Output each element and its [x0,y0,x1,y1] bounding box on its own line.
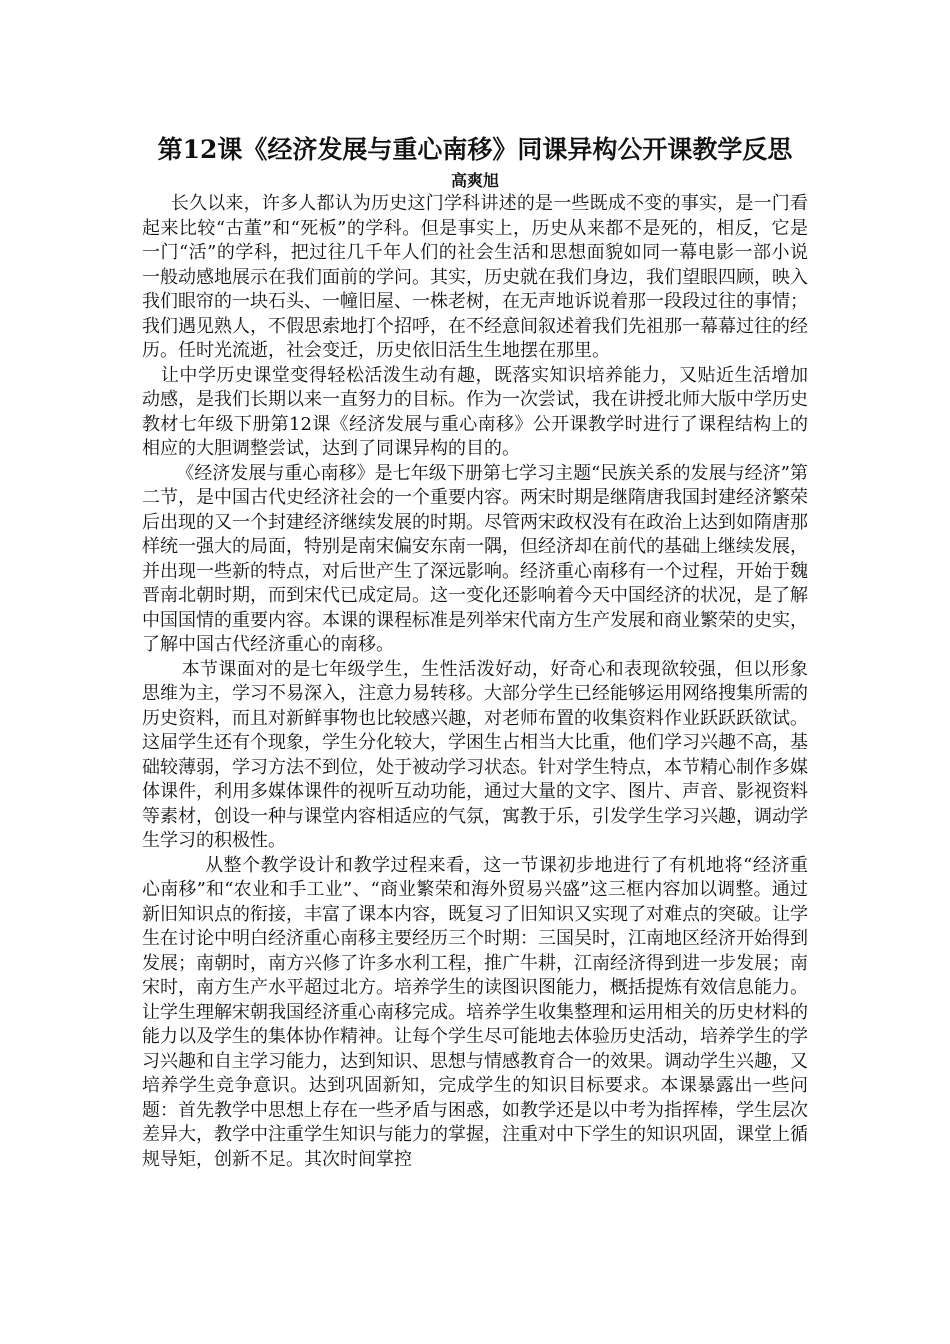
paragraph-teaching-goal: 让中学历史课堂变得轻松活泼生动有趣，既落实知识培养能力，又贴近生活增加动感，是我们长期以来一直努力的目标。作为一次尝试，我在讲授北师大版中学历史教材七年级下册第12课《经济发展与重心南移》公开课教学时进行了课程结构上的相应的大胆调整尝试，达到了同课异构的目的。 [142,364,808,459]
paragraph-reflection: 从整个教学设计和教学过程来看，这一节课初步地进行了有机地将“经济重心南移”和“农业和手工业”、“商业繁荣和海外贸易兴盛”这三框内容加以调整。通过新旧知识点的衔接，丰富了课本内容，既复习了旧知识又实现了对难点的突破。让学生在讨论中明白经济重心南移主要经历三个时期：三国吴时，江南地区经济开始得到发展；南朝时，南方兴修了许多水利工程，推广牛耕，江南经济得到进一步发展；南宋时，南方生产水平超过北方。培养学生的读图识图能力，概括提炼有效信息能力。让学生理解宋朝我国经济重心南移完成。培养学生收集整理和运用相关的历史材料的能力以及学生的集体协作精神。让每个学生尽可能地去体验历史活动，培养学生的学习兴趣和自主学习能力，达到知识、思想与情感教育合一的效果。调动学生兴趣，又培养学生竞争意识。达到巩固新知，完成学生的知识目标要求。本课暴露出一些问题：首先教学中思想上存在一些矛盾与困惑，如教学还是以中考为指挥棒，学生层次差异大，教学中注重学生知识与能力的掌握，注重对中下学生的知识巩固，课堂上循规导矩，创新不足。其次时间掌控 [142,854,808,1170]
document-title: 第12课《经济发展与重心南移》同课异构公开课教学反思 [157,135,793,164]
paragraph-history-intro: 长久以来，许多人都认为历史这门学科讲述的是一些既成不变的事实，是一门看起来比较“古董”和“死板”的学科。但是事实上，历史从来都不是死的，相反，它是一门“活”的学科，把过往几千年人们的社会生活和思想面貌如同一幕电影一部小说一般动感地展示在我们面前的学问。其实，历史就在我们身边，我们望眼四顾，映入我们眼帘的一块石头、一幢旧屋、一株老树，在无声地诉说着那一段段过往的事情；我们遇见熟人，不假思索地打个招呼，在不经意间叙述着我们先祖那一幕幕过往的经历。任时光流逝，社会变迁，历史依旧活生生地摆在那里。 [142,193,808,361]
document-body [142,132,808,1172]
paragraph-student-analysis: 本节课面对的是七年级学生，生性活泼好动，好奇心和表现欲较强，但以形象思维为主，学习不易深入，注意力易转移。大部分学生已经能够运用网络搜集所需的历史资料，而且对新鲜事物也比较感兴趣，对老师布置的收集资料作业跃跃跃欲试。这届学生还有个现象，学生分化较大，学困生占相当大比重，他们学习兴趣不高，基础较薄弱，学习方法不到位，处于被动学习状态。针对学生特点，本节精心制作多媒体课件，利用多媒体课件的视听互动功能，通过大量的文字、图片、声音、影视资料等素材，创设一种与课堂内容相适应的气氛，寓教于乐，引发学生学习兴趣，调动学生学习的积极性。 [142,658,808,851]
document-author: 高爽旭 [450,171,499,190]
paragraph-lesson-content: 《经济发展与重心南移》是七年级下册第七学习主题“民族关系的发展与经济”第二节，是中国古代史经济社会的一个重要内容。两宋时期是继隋唐我国封建经济繁荣后出现的又一个封建经济继续发展的时期。尽管两宋政权没有在政治上达到如隋唐那样统一强大的局面，特别是南宋偏安东南一隅，但经济却在前代的基础上继续发展，并出现一些新的特点，对后世产生了深远影响。经济重心南移有一个过程，开始于魏晋南北朝时期，而到宋代已成定局。这一变化还影响着今天中国经济的状况，是了解中国国情的重要内容。本课的课程标准是列举宋代南方生产发展和商业繁荣的史实，了解中国古代经济重心的南移。 [142,462,808,655]
